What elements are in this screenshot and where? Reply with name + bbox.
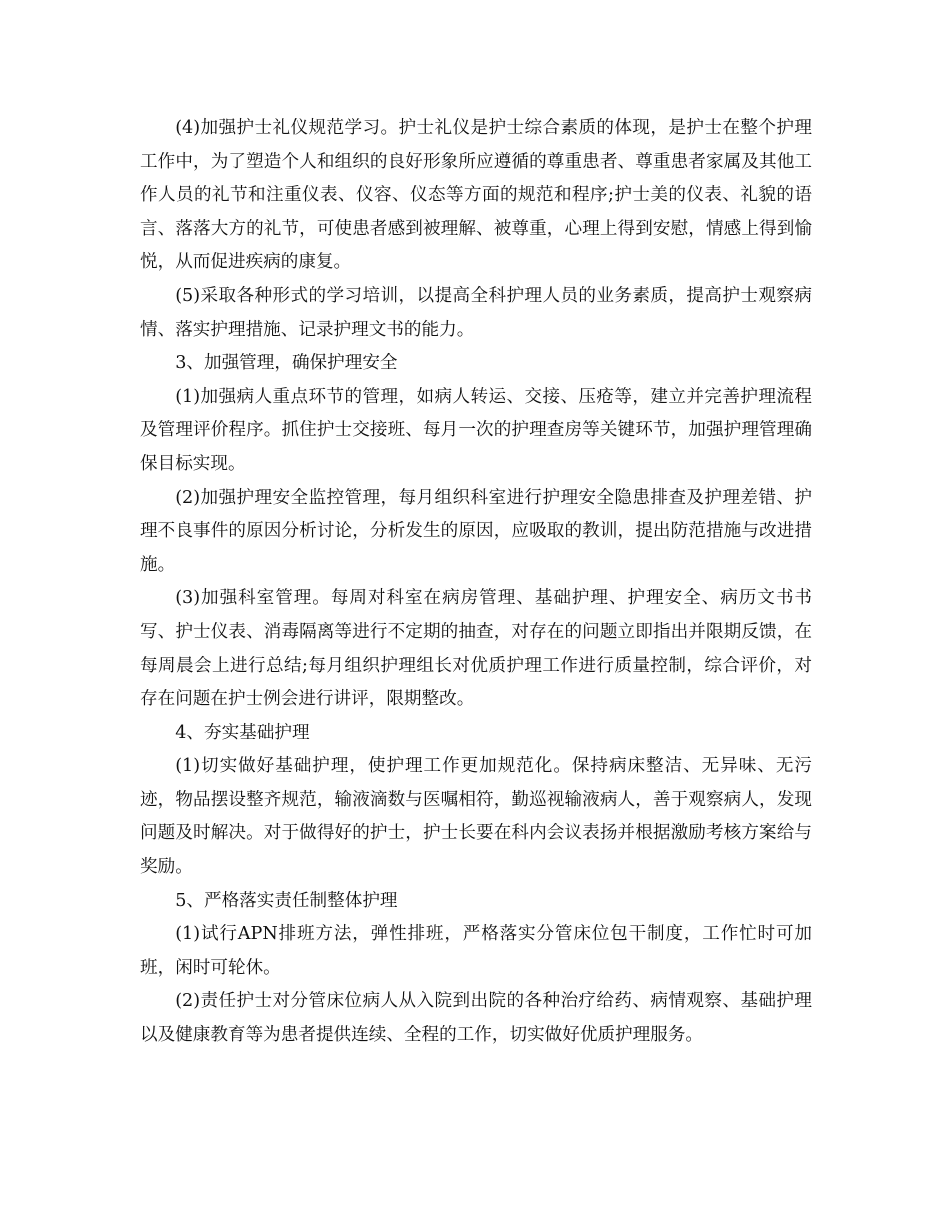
section-heading-basic-care: 4、夯实基础护理	[175, 722, 310, 743]
document-body	[140, 112, 812, 1053]
paragraph-safety-monitoring: (2)加强护理安全监控管理，每月组织科室进行护理安全隐患排查及护理差错、护理不良事件的原因分析讨论，分析发生的原因，应吸取的教训，提出防范措施与改进措施。	[140, 487, 812, 575]
section-heading-responsibility: 5、严格落实责任制整体护理	[175, 890, 398, 911]
paragraph-basic-care: (1)切实做好基础护理，使护理工作更加规范化。保持病床整洁、无异味、无污迹，物品摆设整齐规范，输液滴数与医嘱相符，勤巡视输液病人，善于观察病人，发现问题及时解决。对于做得好的护士，护士长要在科内会议表扬并根据激励考核方案给与奖励。	[140, 756, 812, 878]
paragraph-apn-scheduling: (1)试行APN排班方法，弹性排班，严格落实分管床位包干制度，工作忙时可加班，闲时可轮休。	[140, 924, 812, 978]
paragraph-key-links: (1)加强病人重点环节的管理，如病人转运、交接、压疮等，建立并完善护理流程及管理评价程序。抓住护士交接班、每月一次的护理查房等关键环节，加强护理管理确保目标实现。	[140, 386, 812, 474]
paragraph-learning-training: (5)采取各种形式的学习培训，以提高全科护理人员的业务素质，提高护士观察病情、落实护理措施、记录护理文书的能力。	[140, 285, 812, 340]
paragraph-department-management: (3)加强科室管理。每周对科室在病房管理、基础护理、护理安全、病历文书书写、护士仪表、消毒隔离等进行不定期的抽查，对存在的问题立即指出并限期反馈，在每周晨会上进行总结;每月组织护理组长对优质护理工作进行质量控制，综合评价，对存在问题在护士例会进行讲评，限期整改。	[140, 588, 812, 710]
section-heading-safety: 3、加强管理，确保护理安全	[175, 353, 398, 374]
paragraph-continuous-care: (2)责任护士对分管床位病人从入院到出院的各种治疗给药、病情观察、基础护理以及健康教育等为患者提供连续、全程的工作，切实做好优质护理服务。	[140, 991, 812, 1046]
paragraph-etiquette-training: (4)加强护士礼仪规范学习。护士礼仪是护士综合素质的体现，是护士在整个护理工作中，为了塑造个人和组织的良好形象所应遵循的尊重患者、尊重患者家属及其他工作人员的礼节和注重仪表、仪容、仪态等方面的规范和程序;护士美的仪表、礼貌的语言、落落大方的礼节，可使患者感到被理解、被尊重，心理上得到安慰，情感上得到愉悦，从而促进疾病的康复。	[140, 118, 812, 273]
